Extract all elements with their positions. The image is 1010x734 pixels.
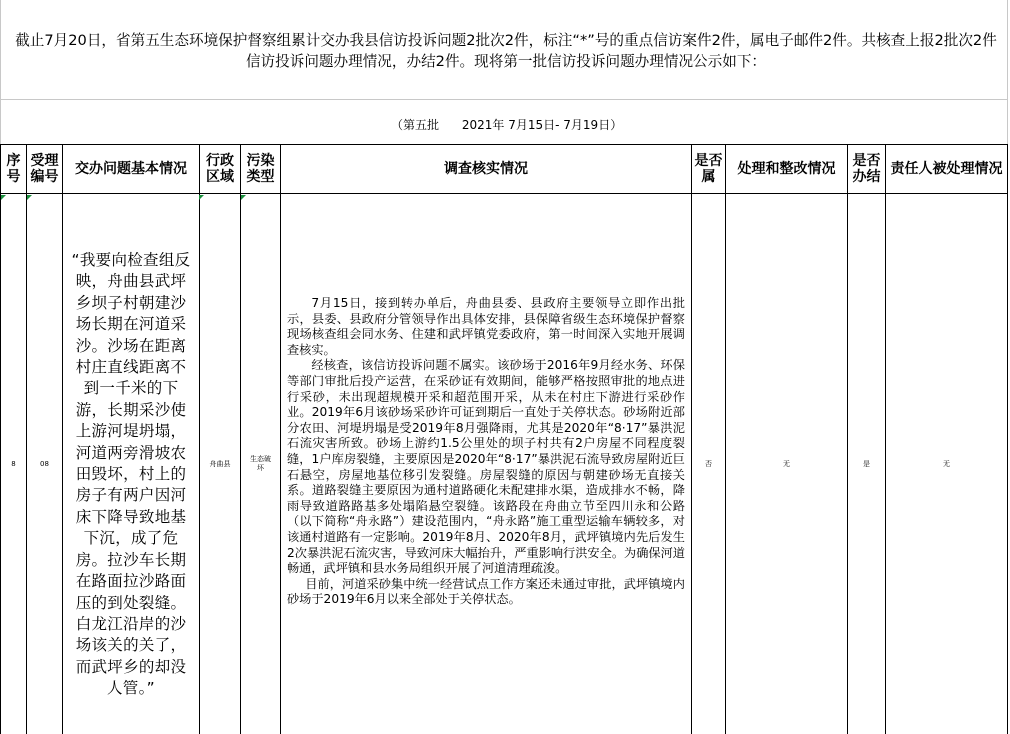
cell-accountability[interactable]: 无 (885, 194, 1008, 734)
header-region[interactable]: 行政区域 (199, 144, 240, 194)
cell-is-true[interactable]: 否 (691, 194, 725, 734)
header-investigation[interactable]: 调查核实情况 (280, 144, 691, 194)
cell-note-marker (199, 195, 204, 200)
batch-title-cell[interactable] (0, 100, 1008, 144)
cell-is-closed[interactable]: 是 (847, 194, 885, 734)
header-handling[interactable]: 处理和整改情况 (725, 144, 847, 194)
intro-cell[interactable] (0, 0, 1008, 100)
header-basic-info[interactable]: 交办问题基本情况 (62, 144, 199, 194)
header-accept-no[interactable]: 受理编号 (26, 144, 62, 194)
cell-handling[interactable]: 无 (725, 194, 847, 734)
header-is-closed[interactable]: 是否办结 (847, 144, 885, 194)
header-pollution-type[interactable]: 污染类型 (240, 144, 280, 194)
cell-note-marker (241, 195, 246, 200)
investigation-paragraph-1: 7月15日，接到转办单后，舟曲县委、县政府主要领导立即作出批示，县委、县政府分管领导作出具体安排，县保障省级生态环境保护督察现场核查组会同水务、住建和武坪镇党委政府，第一时间深入实地开展调查核实。 (287, 296, 685, 357)
cell-seq[interactable]: 8 (0, 194, 26, 734)
investigation-paragraph-3: 目前，河道采砂集中统一经营试点工作方案还未通过审批，武坪镇境内砂场于2019年6月以来全部处于关停状态。 (287, 576, 685, 607)
header-accountability[interactable]: 责任人被处理情况 (885, 144, 1008, 194)
batch-title: （第五批 2021年 7月15日- 7月19日） (391, 118, 623, 132)
cell-accept-no[interactable]: 08 (26, 194, 62, 734)
investigation-paragraph-2: 经核查，该信访投诉问题不属实。该砂场于2016年9月经水务、环保等部门审批后投产运营，在采砂证有效期间，能够严格按照审批的地点进行采砂，未出现超规模开采和超范围开采，从未在村庄下游进行采砂作业。2019年6月该砂场采砂许可证到期后一直处于关停状态。砂场附近部分农田、河堤坍塌是受2019年8月强降雨，尤其是2020年“8·17”暴洪泥石流灾害所致。砂场上游约1.5公里处的坝子村共有2户房屋不同程度裂缝，1户库房裂缝，主要原因是2020年“8·17”暴洪泥石流导致房屋附近巨石悬空，房屋地基位移引发裂缝。房屋裂缝的原因与朝建砂场无直接关系。道路裂缝主要原因为通村道路硬化未配建排水渠，造成排水不畅，降雨导致道路路基多处塌陷悬空裂缝。该路段在舟曲立节至四川永和公路（以下简称“舟永路”）建设范围内，“舟永路”施工重型运输车辆较多，对该通村道路有一定影响。2019年8月、2020年8月，武坪镇境内先后发生2次暴洪泥石流灾害，导致河床大幅抬升，严重影响行洪安全。为确保河道畅通，武坪镇和县水务局组织开展了河道清理疏浚。 (287, 358, 685, 576)
cell-investigation[interactable] (280, 194, 691, 734)
cell-note-marker (1, 195, 6, 200)
cell-basic-info[interactable]: “我要向检查组反映，舟曲县武坪乡坝子村朝建沙场长期在河道采沙。沙场在距离村庄直线距离不到一千米的下游，长期采沙使上游河堤坍塌，河道两旁滑坡农田毁坏，村上的房子有两户因河床下降导致地基下沉，成了危房。拉沙车长期在路面拉沙路面压的到处裂缝。白龙江沿岸的沙场该关的关了，而武坪乡的却没人管。” (62, 194, 199, 734)
header-seq[interactable]: 序号 (0, 144, 26, 194)
header-is-true[interactable]: 是否属 (691, 144, 725, 194)
intro-text: 截止7月20日，省第五生态环境保护督察组累计交办我县信访投诉问题2批次2件，标注“*”号的重点信访案件2件，属电子邮件2件。共核查上报2批次2件信访投诉问题办理情况，办结2件。现将第一批信访投诉问题办理情况公示如下： (15, 32, 997, 70)
cell-pollution-type[interactable]: 生态破坏 (240, 194, 280, 734)
cell-region[interactable]: 舟曲县 (199, 194, 240, 734)
cell-note-marker (27, 195, 32, 200)
